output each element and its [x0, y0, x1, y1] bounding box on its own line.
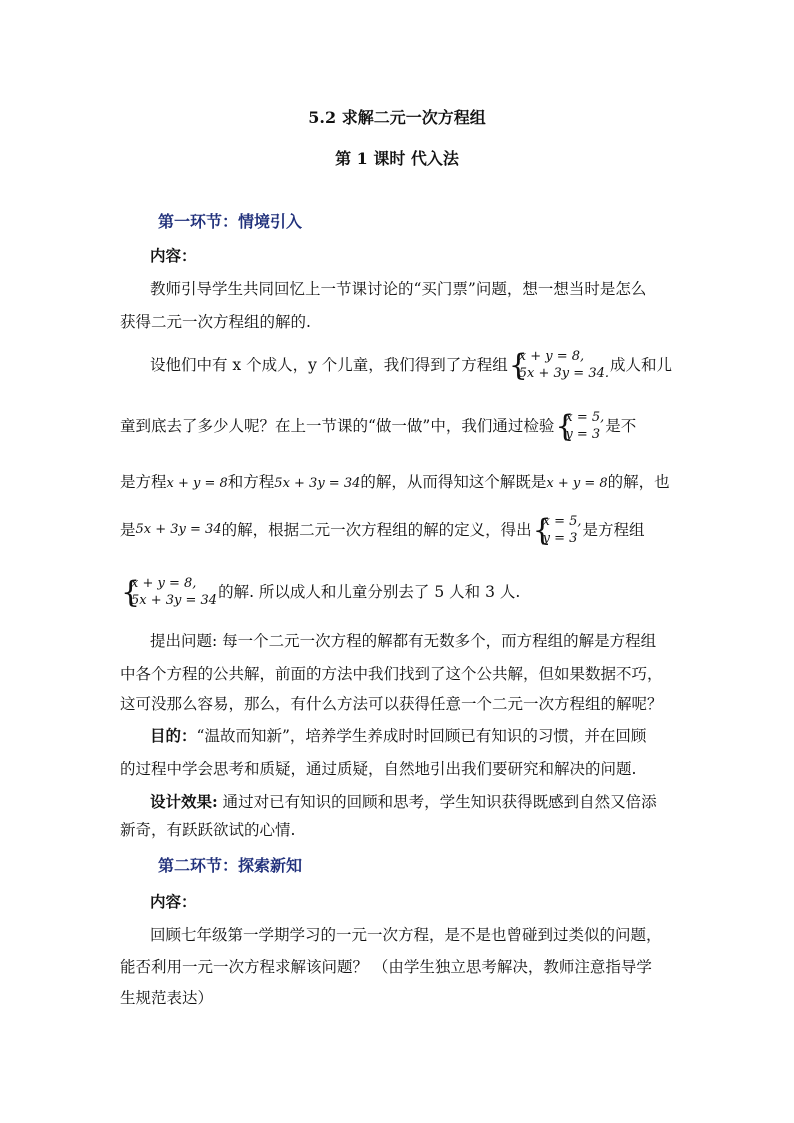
paragraph-text: 是方程: [120, 473, 167, 491]
equation: 5x + 3y = 34.: [518, 366, 609, 381]
equation: x + y = 8,: [518, 349, 585, 364]
equation: x = 5,: [542, 514, 582, 529]
paragraph-line: 回顾七年级第一学期学习的一元一次方程，是不是也曾碰到过类似的问题，: [150, 926, 662, 944]
paragraph-text: 的解，也: [607, 473, 670, 491]
paragraph-text: 的解，根据二元一次方程组的解的定义，得出: [221, 521, 532, 539]
paragraph-text: “温故而知新”，培养学生养成时时回顾已有知识的习惯，并在回顾: [196, 727, 647, 745]
equation: x + y = 8,: [131, 576, 197, 591]
equation: x + y = 8: [546, 476, 608, 491]
paragraph-line: 提出问题: 每一个二元一次方程的解都有无数多个，而方程组的解是方程组: [150, 632, 657, 650]
section-heading-1: 第一环节：情境引入: [158, 212, 303, 231]
equation: 5x + 3y = 34: [274, 476, 361, 491]
paragraph-line: 生规范表达）: [120, 989, 214, 1007]
paragraph-text: 成人和儿: [610, 356, 673, 374]
equation: y = 3: [542, 531, 578, 546]
equation-system: { x + y = 8, 5x + 3y = 34.: [508, 348, 609, 383]
section-heading-2: 第二环节：探索新知: [158, 856, 303, 875]
paragraph-text: 是: [120, 521, 136, 539]
paragraph-line: [120, 472, 676, 494]
goal-label: 目的：: [150, 726, 197, 745]
paragraph-text: 的解. 所以成人和儿童分别去了 5 人和 3 人.: [218, 583, 521, 601]
content-label: 内容：: [150, 246, 197, 265]
paragraph-text: 童到底去了多少人呢？在上一节课的“做一做”中，我们通过检验: [120, 417, 555, 435]
equation-system: { x + y = 8, 5x + 3y = 34: [121, 575, 218, 610]
paragraph-line: 的过程中学会思考和质疑，通过质疑，自然地引出我们要研究和解决的问题.: [120, 760, 637, 778]
paragraph-line: [150, 726, 676, 746]
equation: x + y = 8: [166, 476, 228, 491]
paragraph-with-system: [120, 510, 676, 550]
paragraph-line: 新奇，有跃跃欲试的心情.: [120, 821, 296, 839]
paragraph-text: 和方程: [227, 473, 275, 491]
page-subtitle: 第 1 课时 代入法: [335, 149, 459, 168]
paragraph-line: 教师引导学生共同回忆上一节课讨论的“买门票”问题，想一想当时是怎么: [150, 280, 647, 298]
paragraph-with-system: [120, 406, 676, 446]
paragraph-text: 通过对已有知识的回顾和思考，学生知识获得既感到自然又倍添: [217, 793, 657, 811]
paragraph-line: [150, 792, 676, 812]
equation: y = 3: [565, 427, 601, 442]
equation-system: { x = 5, y = 3: [555, 409, 605, 444]
page-title: 5.2 求解二元一次方程组: [308, 108, 486, 127]
content-label: 内容：: [150, 892, 197, 911]
paragraph-line: 这可没那么容易，那么，有什么方法可以获得任意一个二元一次方程组的解呢？: [120, 695, 663, 713]
paragraph-text: 是不: [605, 417, 637, 435]
paragraph-text: 设他们中有 x 个成人，y 个儿童，我们得到了方程组: [150, 356, 508, 374]
paragraph-line: 中各个方程的公共解，前面的方法中我们找到了这个公共解，但如果数据不巧，: [120, 665, 663, 683]
equation-system: { x = 5, y = 3: [532, 513, 582, 548]
paragraph-text: 的解，从而得知这个解既是: [360, 473, 547, 491]
paragraph-with-system: [150, 345, 676, 385]
effect-label: 设计效果:: [150, 792, 218, 811]
equation: 5x + 3y = 34: [131, 593, 218, 608]
paragraph-text: 是方程组: [582, 521, 645, 539]
paragraph-with-system: [120, 572, 676, 612]
paragraph-line: 获得二元一次方程组的解的.: [120, 313, 311, 331]
paragraph-line: 能否利用一元一次方程求解该问题？ （由学生独立思考解决，教师注意指导学: [120, 958, 652, 976]
equation: x = 5,: [565, 410, 605, 425]
equation: 5x + 3y = 34: [135, 522, 222, 537]
